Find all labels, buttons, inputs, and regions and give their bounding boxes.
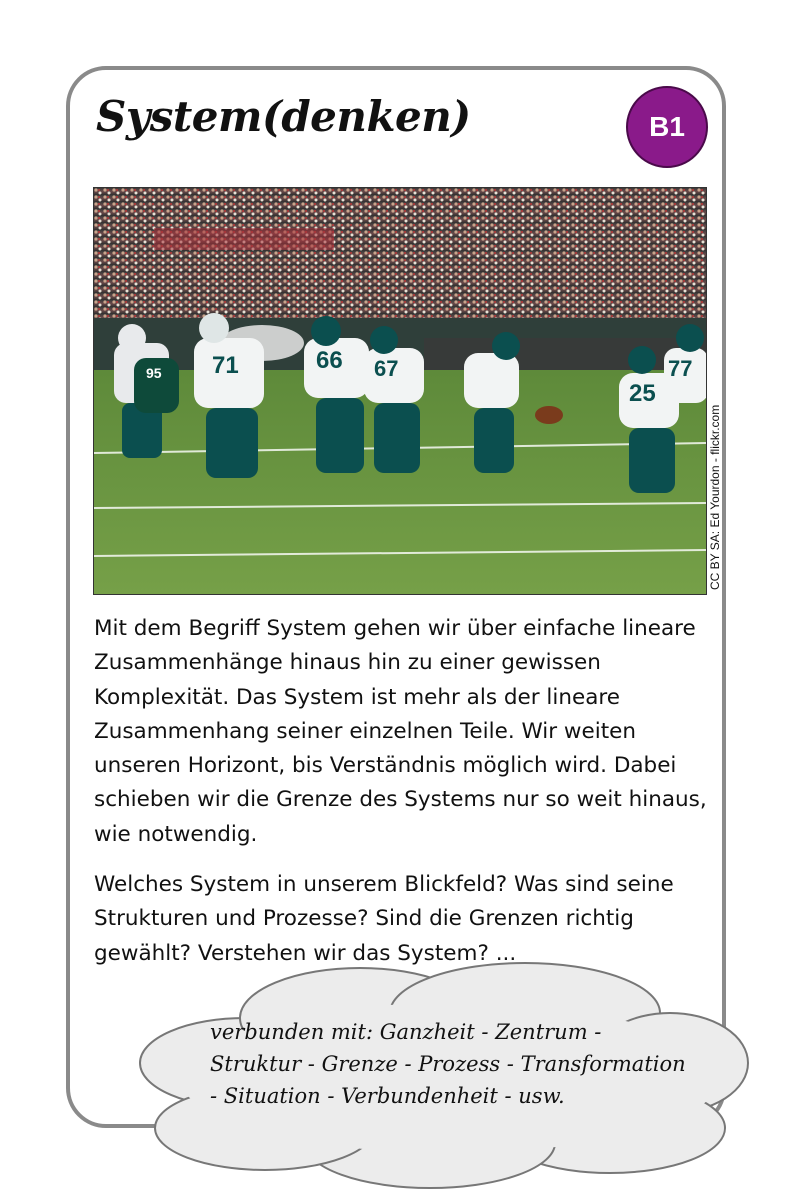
body-text — [94, 612, 714, 987]
jersey-number: 67 — [374, 356, 399, 381]
football-scene — [94, 188, 707, 595]
related-concepts: verbunden mit: Ganzheit - Zentrum - Struktur - Grenze - Prozess - Transformation - Situation - Verbundenheit - usw. — [210, 1020, 686, 1108]
jersey-number: 66 — [316, 347, 343, 374]
photo-credit: CC BY SA: Ed Yourdon - flickr.com — [708, 404, 722, 590]
category-badge: B1 — [626, 86, 708, 168]
stands — [94, 188, 707, 323]
jersey-number: 77 — [668, 356, 693, 381]
jersey-number: 25 — [629, 380, 656, 407]
card-title: System(denken) — [96, 92, 471, 141]
jersey-number: 95 — [146, 365, 162, 381]
red-seats — [154, 228, 334, 250]
paragraph-questions: Welches System in unserem Blickfeld? Was sind seine Strukturen und Prozesse? Sind die Grenzen richtig gewählt? Verstehen wir das System? ... — [94, 872, 674, 966]
paragraph-intro: Mit dem Begriff System gehen wir über einfache lineare Zusammenhänge hinaus hin zu einer gewissen Komplexität. Das System ist mehr als der lineare Zusammenhang seiner einzelnen Teile. Wir weiten unseren Horizont, bis Verständnis möglich wird. Dabei schieben wir die Grenze des Systems nur so weit hinaus, wie notwendig. — [94, 616, 707, 847]
jersey-number: 71 — [212, 352, 239, 379]
football-photo — [93, 187, 707, 595]
